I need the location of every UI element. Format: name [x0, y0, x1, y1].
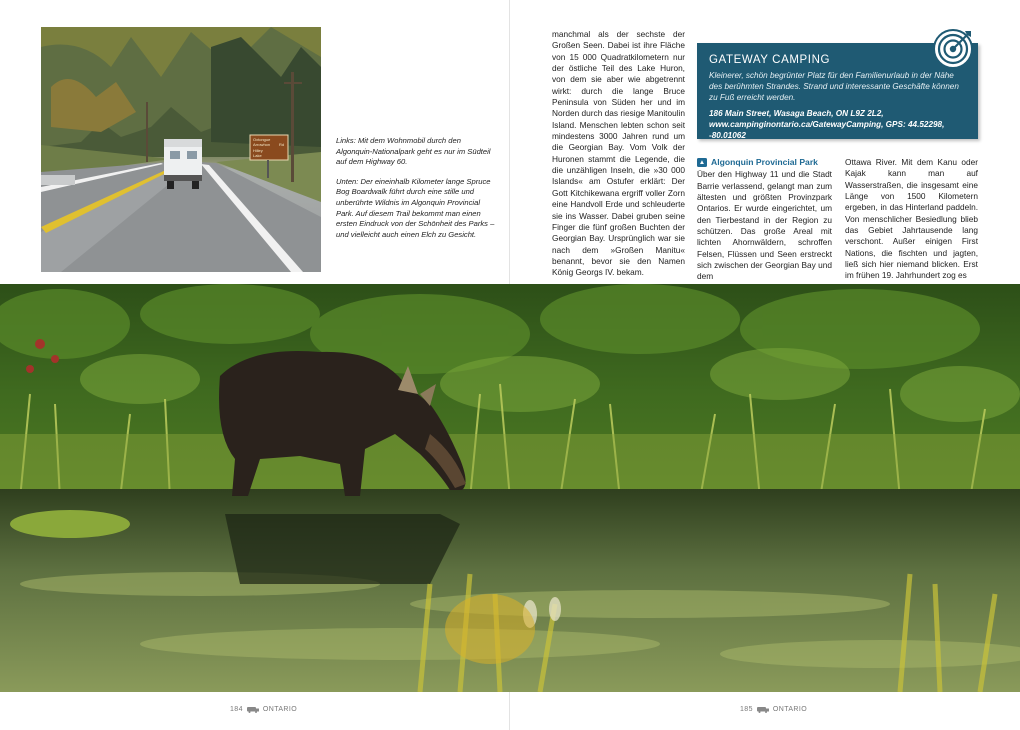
road-sign-line-3: Rd [279, 142, 285, 147]
column-1-text: manchmal als der sechste der Großen Seen. Dabei ist ihre Fläche von 15 000 Quadratkilometern nur der östliche Teil des Lake Huron, von dem sie aber wie abgetrennt wirkt: durch die lange Bruce Peninsula von Süden her und im Norden durch das riesige Manitoulin Island. Menschen lebten schon seit mindestens 3000 Jahren rund um die Georgian Bay. Vom Volk der Huronen stammt die Legende, die die unzähligen Inseln, die »30 000 Islands« am Ostufer erklärt: Der Gott Kitchikewana ergriff voller Zorn eine Handvoll Erde und schleuderte sie ins Wasser. Dabei gruben seine Finger die fünf großen Buchten der Georgian Bay. Ursprünglich war sie nach dem »Großen Manitu« benannt, bevor sie den Namen König Georgs IV. bekam. [552, 29, 685, 278]
target-icon [932, 28, 974, 70]
page-number-left: 184 [230, 706, 243, 713]
rv-icon [247, 707, 259, 713]
camper-road-photo [41, 27, 321, 272]
column-3-text: Ottawa River. Mit dem Kanu oder Kajak kann man auf Wasserstraßen, die insgesamt eine Länge von 1500 Kilometern ergeben, in das Hinterland paddeln. Von menschlicher Besiedlung blieb das Gebiet Jahrtausende lang verschont. Außer einigen First Nations, die fischten und jagten, ließ sich hier niemand blicken. Erst im frühen 19. Jahrhundert zog es [845, 157, 978, 281]
caption-top: Links: Mit dem Wohnmobil durch den Algonquin-Nationalpark geht es nur im Südteil auf dem Highway 60. [336, 136, 491, 167]
page-number-right: 185 [740, 706, 753, 713]
moose-photo [0, 284, 1020, 692]
section-heading-text: Algonquin Provincial Park [711, 157, 818, 167]
footer-right [740, 706, 807, 713]
road-sign-line-5: Lake [253, 153, 262, 158]
text-column-3 [845, 157, 978, 282]
text-column-2 [697, 157, 832, 283]
caption-bottom: Unten: Der eineinhalb Kilometer lange Spruce Bog Boardwalk führt durch eine stille und unberührte Wildnis im Algonquin Provincial Park. Auf diesem Trail bekommt man einen ersten Eindruck von der Schönheit des Parks – und vielleicht auch einen Elch zu Gesicht. [336, 176, 495, 239]
text-column-1 [552, 29, 685, 279]
rv-icon [757, 707, 769, 713]
section-heading [697, 157, 832, 168]
column-2-text: Über den Highway 11 und die Stadt Barrie verlassend, gelangt man zum ältesten und größten Provinzpark Ontarios. Er wurde eingerichtet, um den Tierbestand in der Region zu schützen. Das große Areal mit lichten Ahornwäldern, schroffen Felsen, Flüssen und Seen erstreckt sich zwischen der Georgian Bay und dem [697, 169, 832, 282]
road-sign-line-4: Hilley [253, 148, 263, 153]
section-name-left: ONTARIO [262, 706, 298, 713]
road-sign-line-1: Oxtongue [253, 137, 271, 142]
info-box-description: Kleinerer, schön begrünter Platz für den Familienurlaub in der Nähe des berühmten Strandes. Strand und interessante Geschäfte können zu Fuß erreicht werden. [709, 71, 959, 102]
photo-captions [336, 136, 496, 249]
info-box-title: GATEWAY CAMPING [709, 54, 831, 66]
info-box-address: 186 Main Street, Wasaga Beach, ON L9Z 2L2, www.campinginontario.ca/GatewayCamping, GPS: 44.52298, -80.01062 [709, 109, 945, 140]
footer-left [230, 706, 297, 713]
section-name-right: ONTARIO [772, 706, 808, 713]
park-icon: ▲ [698, 159, 706, 167]
road-sign-line-2: Arrowhon [253, 142, 271, 147]
